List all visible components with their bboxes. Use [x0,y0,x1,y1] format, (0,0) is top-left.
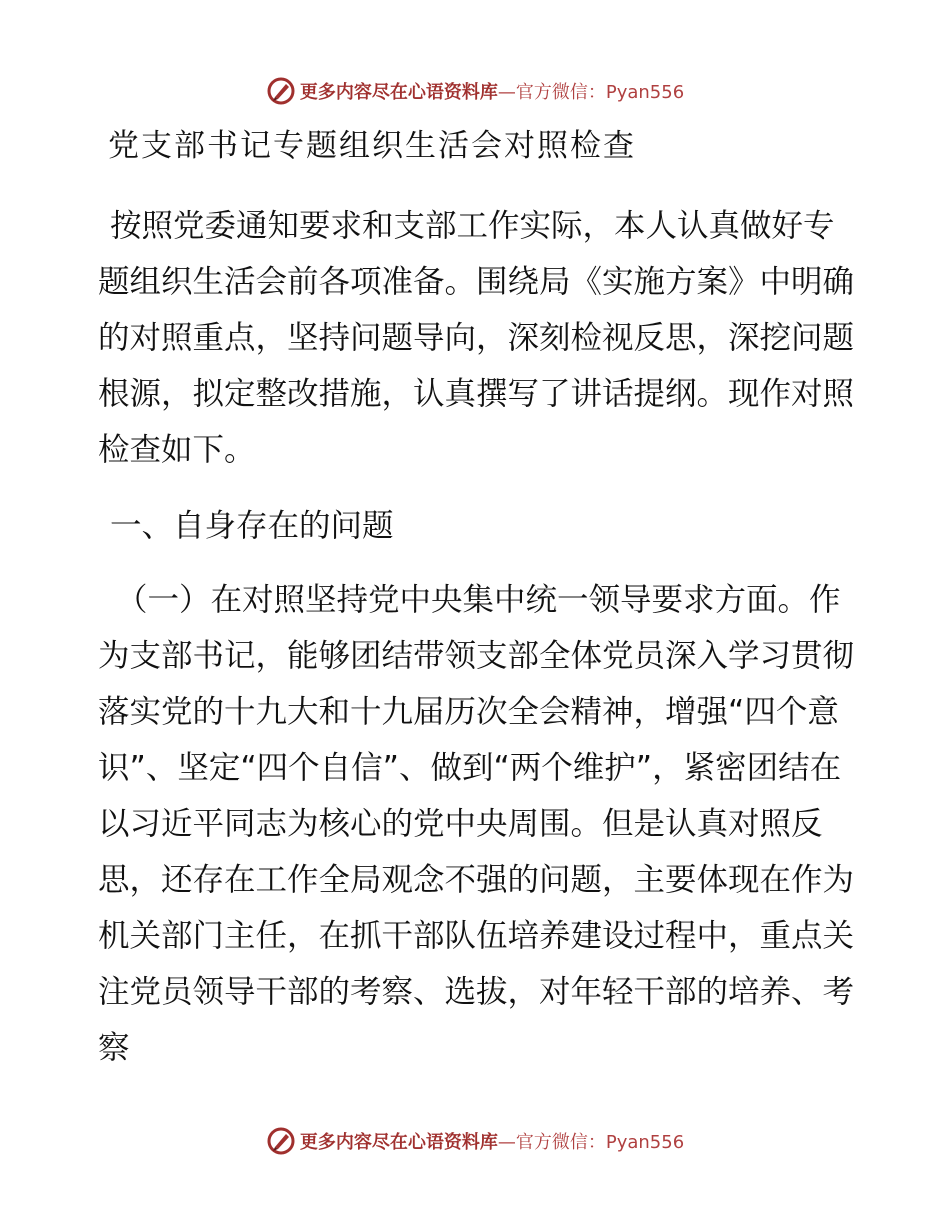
pen-logo-icon [266,76,296,106]
watermark-main-text: 更多内容尽在心语资料库 [299,82,498,103]
footer-watermark [0,1128,950,1158]
pen-logo-icon [266,1126,296,1156]
section-heading: 一、自身存在的问题 [110,508,394,544]
watermark-wechat-text: —官方微信：Pyan556 [497,82,685,103]
watermark-wechat-text: —官方微信：Pyan556 [497,1132,685,1153]
subsection-paragraph: （一）在对照坚持党中央集中统一领导要求方面。作为支部书记，能够团结带领支部全体党员深入学习贯彻落实党的十九大和十九届历次全会精神，增强“四个意识”、坚定“四个自信”、做到“两个维护”，紧密团结在以习近平同志为核心的党中央周围。但是认真对照反思，还存在工作全局观念不强的问题，主要体现在作为机关部门主任，在抓干部队伍培养建设过程中，重点关注党员领导干部的考察、选拔，对年轻干部的培养、考察 [98,582,855,1066]
document-body [98,198,858,1076]
watermark-main-text: 更多内容尽在心语资料库 [299,1132,498,1153]
intro-paragraph: 按照党委通知要求和支部工作实际，本人认真做好专题组织生活会前各项准备。围绕局《实施方案》中明确的对照重点，坚持问题导向，深刻检视反思，深挖问题根源，拟定整改措施，认真撰写了讲话提纲。现作对照检查如下。 [98,208,855,468]
document-title: 党支部书记专题组织生活会对照检查 [108,128,636,164]
header-watermark [0,78,950,108]
